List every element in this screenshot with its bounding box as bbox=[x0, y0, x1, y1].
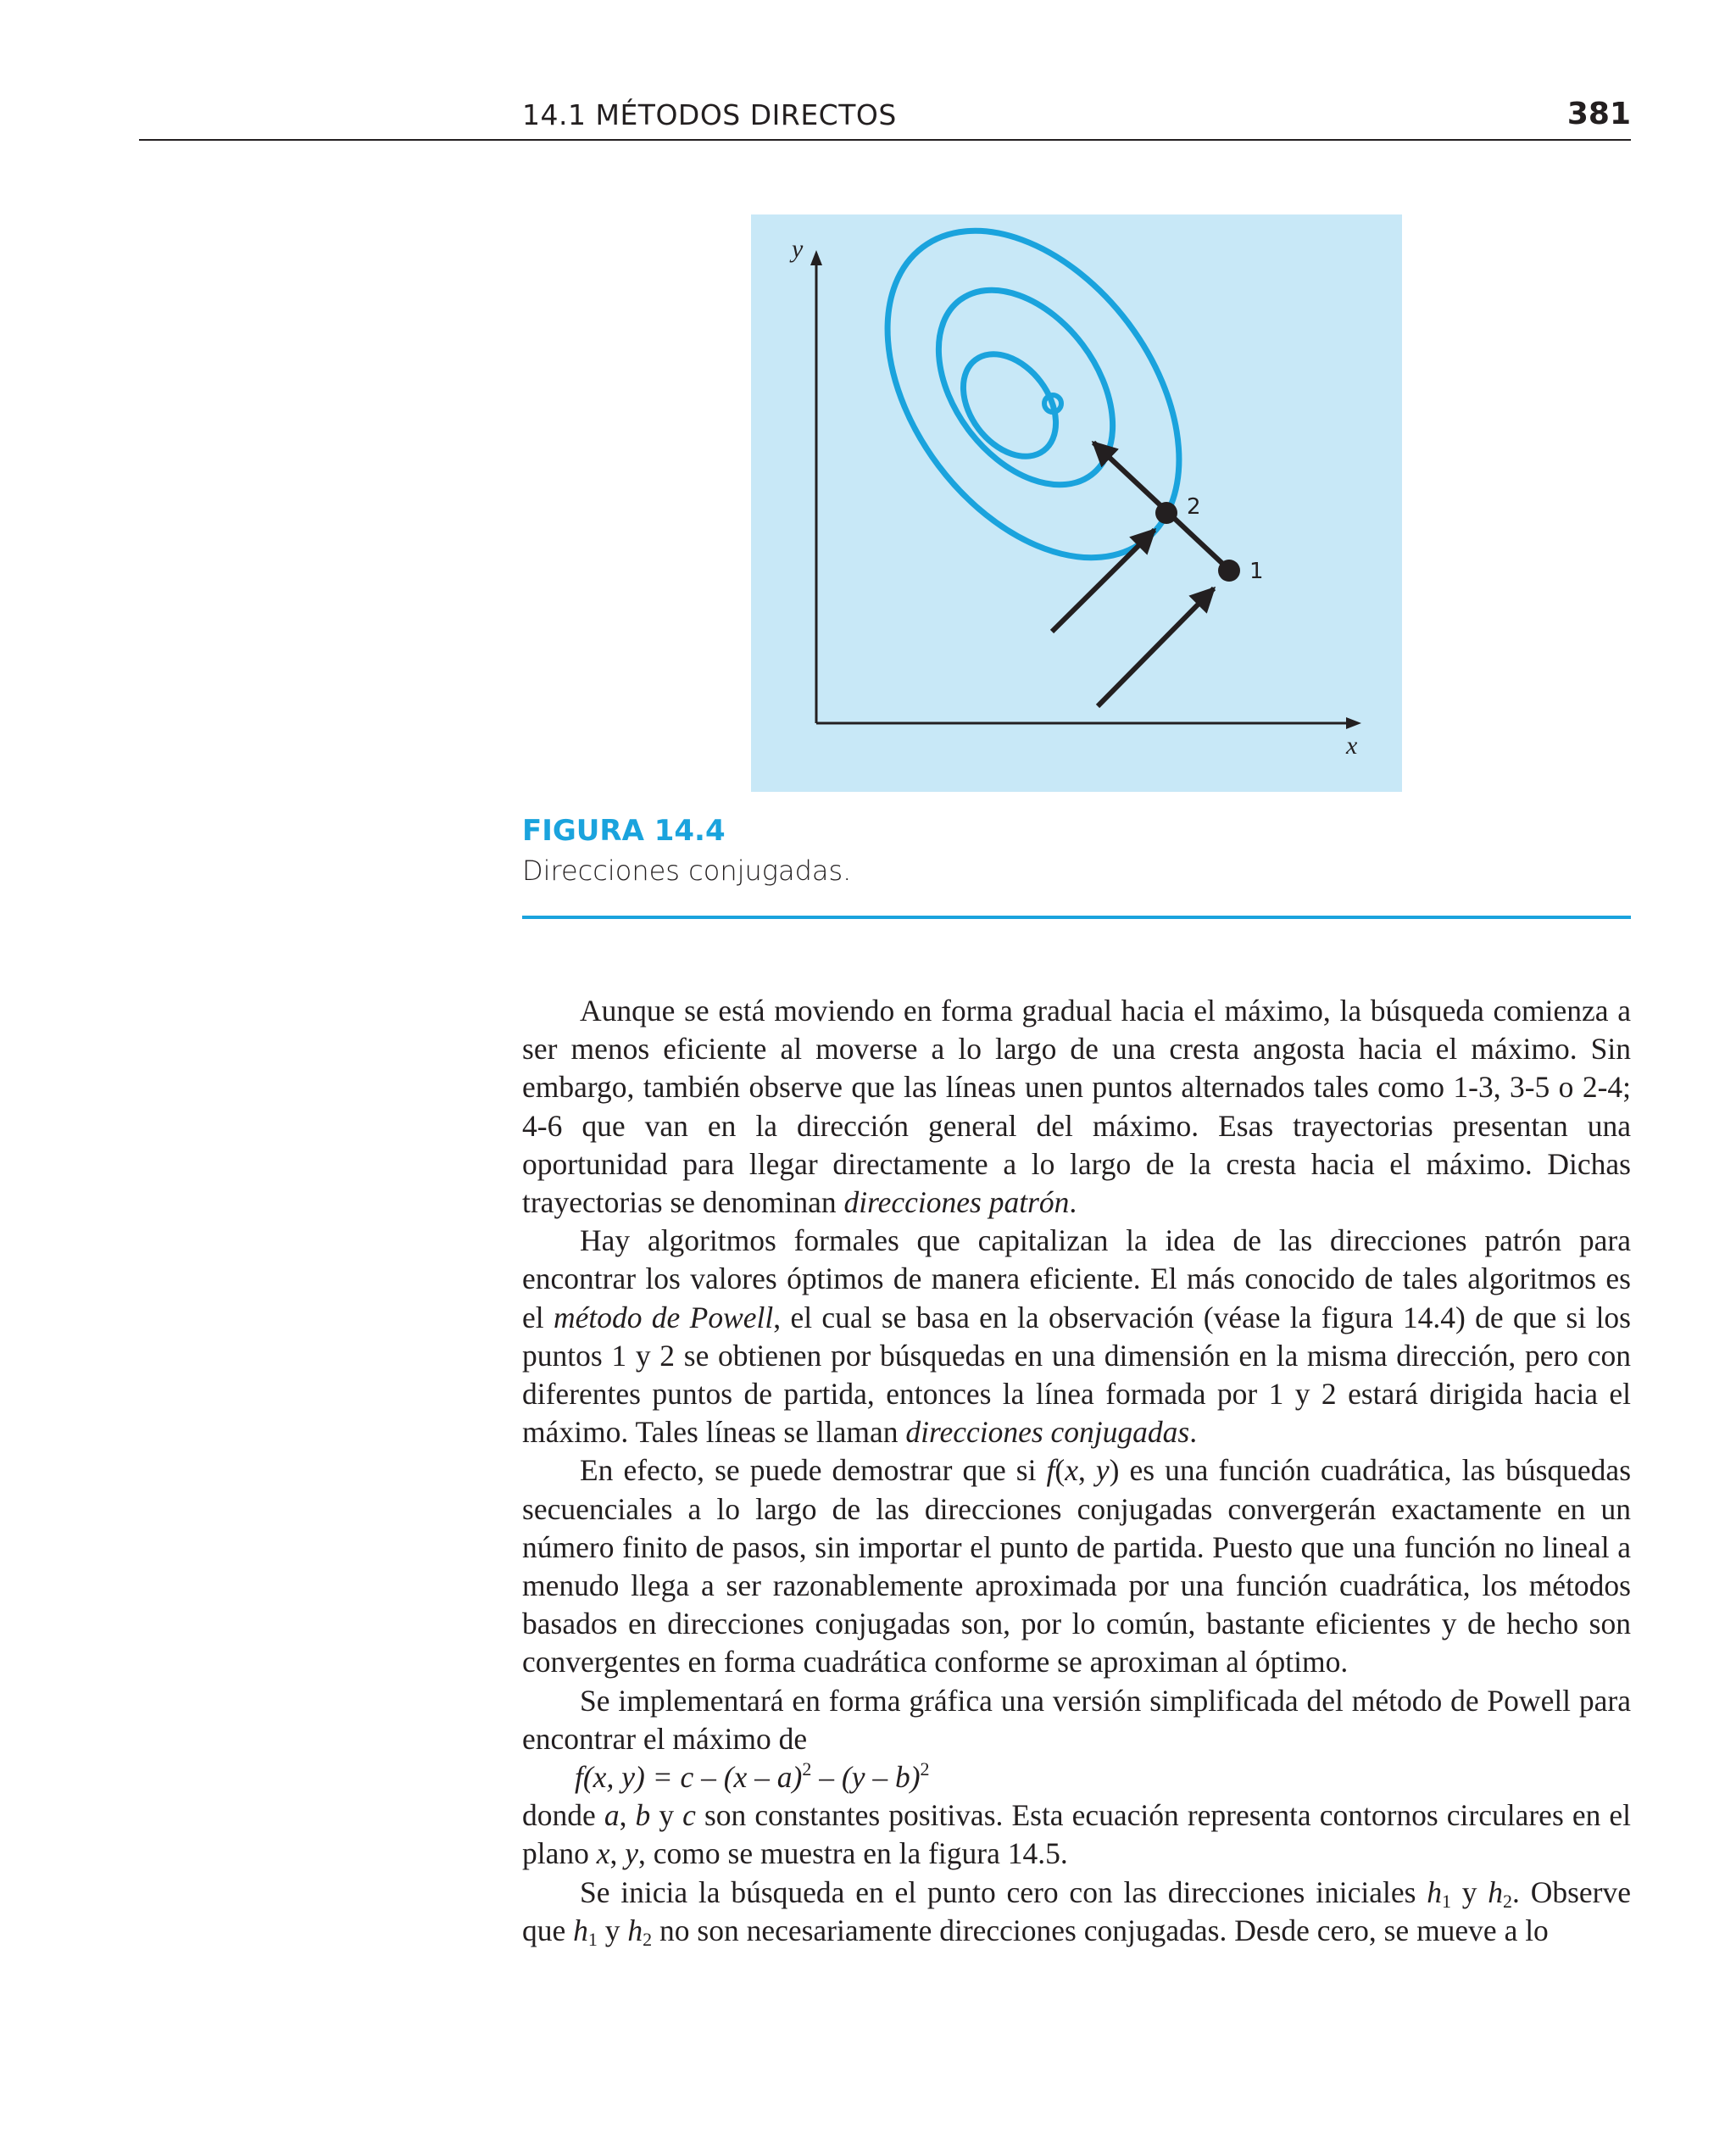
page-header bbox=[139, 95, 1631, 141]
text-run: y bbox=[650, 1798, 683, 1833]
term-conjugate-directions: direcciones conjugadas bbox=[905, 1415, 1190, 1450]
text-run: . bbox=[1189, 1415, 1198, 1450]
text-run: , bbox=[609, 1836, 626, 1871]
term-powell-method: método de Powell bbox=[553, 1300, 774, 1334]
math-var: y bbox=[625, 1836, 639, 1871]
figure-conjugate-directions bbox=[751, 214, 1402, 792]
body-text bbox=[522, 992, 1631, 1950]
text-run: Se inicia la búsqueda en el punto cero con las direcciones iniciales bbox=[580, 1874, 1427, 1909]
math-subscript: 1 bbox=[587, 1928, 598, 1950]
math-var: h bbox=[1427, 1874, 1442, 1909]
text-run: Hay algoritmos formales que capitalizan la idea de las direcciones patrón para encontrar los valores óptimos de manera eficiente. El más conocido de tales algoritmos es el bbox=[522, 1223, 1631, 1334]
x-axis-arrowhead bbox=[1346, 717, 1361, 729]
equation-exponent: 2 bbox=[802, 1758, 812, 1780]
paragraph-6 bbox=[522, 1874, 1631, 1950]
figure-caption-text: Direcciones conjugadas. bbox=[522, 855, 852, 887]
math-var: c bbox=[682, 1798, 696, 1833]
text-run: ) es una función cuadrática, las búsquedas secuenciales a lo largo de las direcciones conjugadas convergerán exactamente en un número finito de pasos, sin importar el punto de partida. Puesto que una función no lineal a menudo llega a ser razonablemente aproximada por una función cuadrática, los métodos basados en direcciones conjugadas son, por lo común, bastante eficientes y de hecho son convergentes en forma cuadrática conforme se aproximan al óptimo. bbox=[522, 1453, 1632, 1679]
y-axis-label: y bbox=[792, 235, 804, 263]
section-title: 14.1 MÉTODOS DIRECTOS bbox=[522, 98, 897, 131]
paragraph-1 bbox=[522, 992, 1631, 1222]
search-arrow-to-2 bbox=[1052, 530, 1155, 632]
math-var: b bbox=[635, 1798, 651, 1833]
text-run: En efecto, se puede demostrar que si bbox=[580, 1453, 1047, 1488]
paragraph-3 bbox=[522, 1451, 1631, 1681]
text-run: son constantes positivas. Esta ecuación representa contornos circulares en el plano bbox=[522, 1798, 1632, 1871]
point-1-label: 1 bbox=[1249, 559, 1264, 584]
math-var: h bbox=[573, 1913, 588, 1947]
page-number: 381 bbox=[1566, 97, 1631, 131]
math-subscript: 2 bbox=[1503, 1890, 1513, 1912]
equation-exponent: 2 bbox=[920, 1758, 930, 1780]
math-var: h bbox=[627, 1913, 643, 1947]
figure-caption-title: FIGURA 14.4 bbox=[522, 814, 726, 848]
text-run: no son necesariamente direcciones conjugadas. Desde cero, se mueve a lo bbox=[652, 1913, 1549, 1947]
text-run: y bbox=[597, 1913, 628, 1947]
x-axis-label: x bbox=[1346, 732, 1358, 760]
equation-part: – (y – b) bbox=[811, 1760, 921, 1795]
text-run: donde bbox=[522, 1798, 604, 1833]
equation-part: f(x, y) = c – (x – a) bbox=[575, 1760, 803, 1795]
math-var: h bbox=[1488, 1874, 1504, 1909]
caption-rule bbox=[522, 916, 1631, 919]
math-var: a bbox=[604, 1798, 620, 1833]
math-var: x bbox=[1065, 1453, 1078, 1488]
text-run: y bbox=[1450, 1874, 1488, 1909]
paragraph-4: Se implementará en forma gráfica una versión simplificada del método de Powell para encontrar el máximo de bbox=[522, 1683, 1631, 1756]
paragraph-5 bbox=[522, 1796, 1631, 1873]
text-run: ( bbox=[1054, 1453, 1066, 1488]
point-2 bbox=[1155, 502, 1177, 524]
math-subscript: 2 bbox=[643, 1928, 653, 1950]
point-1 bbox=[1218, 560, 1240, 582]
contour-outer bbox=[828, 214, 1239, 613]
term-pattern-directions: direcciones patrón bbox=[843, 1185, 1070, 1220]
text-run: , bbox=[1077, 1453, 1096, 1488]
equation bbox=[522, 1758, 1631, 1796]
contour-middle bbox=[903, 257, 1148, 517]
text-run: . Observe que bbox=[522, 1874, 1631, 1947]
text-run: , bbox=[619, 1798, 636, 1833]
text-run: . bbox=[1069, 1185, 1077, 1220]
contour-inner bbox=[944, 337, 1075, 474]
math-var: y bbox=[1095, 1453, 1110, 1488]
search-arrow-to-1 bbox=[1098, 588, 1214, 706]
math-var: x bbox=[596, 1836, 610, 1871]
y-axis-arrowhead bbox=[810, 250, 822, 265]
figure-svg bbox=[751, 214, 1402, 792]
math-var: f bbox=[1046, 1453, 1055, 1488]
math-subscript: 1 bbox=[1441, 1890, 1451, 1912]
text-run: , el cual se basa en la observación (véase la figura 14.4) de que si los puntos 1 y 2 se obtienen por búsquedas en una dimensión en la misma dirección, pero con diferentes puntos de partida, entonces la línea formada por 1 y 2 estará dirigida hacia el máximo. Tales líneas se llaman bbox=[522, 1300, 1631, 1450]
text-run: , como se muestra en la figura 14.5. bbox=[638, 1836, 1068, 1871]
text-run: Aunque se está moviendo en forma gradual hacia el máximo, la búsqueda comienza a ser menos eficiente al moverse a lo largo de una cresta angosta hacia el máximo. Sin embargo, también observe que las líneas unen puntos alternados tales como 1-3, 3-5 o 2-4; 4-6 que van en la dirección general del máximo. Esas trayectorias presentan una oportunidad para llegar directamente a lo largo de la cresta hacia el máximo. Dichas trayectorias se denominan bbox=[522, 994, 1631, 1220]
point-2-label: 2 bbox=[1187, 494, 1201, 520]
paragraph-2 bbox=[522, 1222, 1631, 1451]
